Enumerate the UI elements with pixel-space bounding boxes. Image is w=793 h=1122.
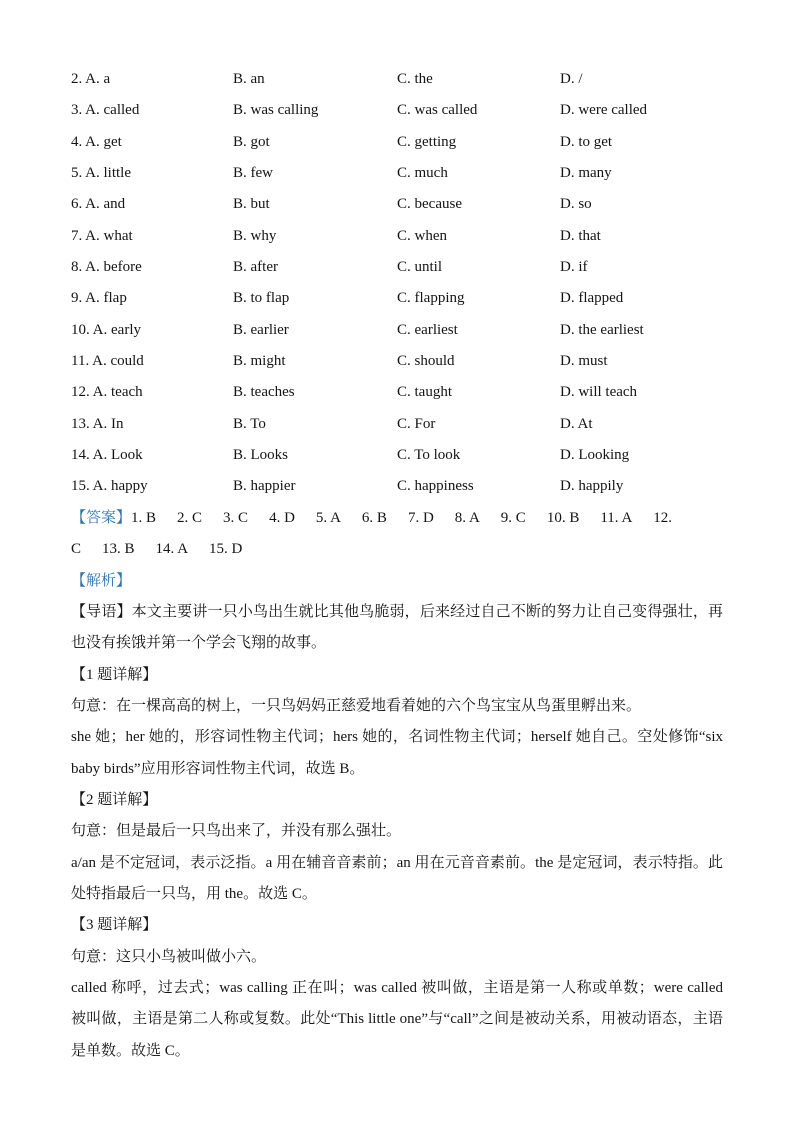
option-cell: D. Looking (560, 447, 630, 464)
option-cell: B. earlier (233, 321, 289, 338)
option-cell: C. was called (397, 102, 478, 119)
analysis-label: 【解析】 (71, 572, 132, 589)
option-cell: C. earliest (397, 321, 458, 338)
answer-item: 6. B (361, 509, 387, 526)
question-row-11 (71, 346, 723, 377)
answer-item: 5. A (315, 509, 341, 526)
option-cell: 6. A. and (71, 196, 126, 213)
option-cell: D. must (560, 353, 608, 370)
option-cell: D. were called (560, 102, 648, 119)
answer-item: 2. C (177, 509, 203, 526)
option-cell: C. happiness (397, 478, 474, 495)
answer-item: 8. A (454, 509, 480, 526)
option-cell: 14. A. Look (71, 447, 143, 464)
detail-1-sentence: 句意：在一棵高高的树上，一只鸟妈妈正慈爱地看着她的六个鸟宝宝从鸟蛋里孵出来。 (71, 697, 642, 714)
option-cell: 8. A. before (71, 259, 142, 276)
option-cell: D. to get (560, 133, 613, 150)
answer-item: 12. (653, 509, 673, 526)
option-cell: C. flapping (397, 290, 465, 307)
option-cell: B. after (233, 259, 278, 276)
option-cell: D. happily (560, 478, 624, 495)
answer-item: 15. D (209, 541, 243, 558)
detail-3-label: 【3 题详解】 (71, 917, 158, 934)
option-cell: 12. A. teach (71, 384, 143, 401)
detail-1-label: 【1 题详解】 (71, 666, 158, 683)
answer-key-line-2 (71, 534, 723, 565)
option-cell: B. an (233, 71, 265, 87)
question-row-13 (71, 409, 723, 440)
option-cell: B. why (233, 227, 277, 244)
option-cell: B. to flap (233, 290, 290, 307)
analysis-heading (71, 566, 723, 597)
answer-item: 9. C (500, 509, 526, 526)
detail-2-explanation: a/an 是不定冠词，表示泛指。a 用在辅音音素前；an 用在元音音素前。the 是定冠词，表示特指。此处特指最后一只鸟，用 the。故选 C。 (71, 854, 723, 902)
detail-3-sentence: 句意：这只小鸟被叫做小六。 (71, 948, 267, 965)
answer-item: 10. B (546, 509, 580, 526)
question-row-9 (71, 283, 723, 314)
question-row-10 (71, 315, 723, 346)
question-row-14 (71, 440, 723, 471)
answer-item: 13. B (102, 541, 135, 558)
option-cell: B. got (233, 133, 270, 150)
option-cell: C. should (397, 353, 455, 370)
answer-item: 3. C (223, 509, 249, 526)
option-cell: D. flapped (560, 290, 624, 307)
answer-item: 11. A (600, 509, 633, 526)
question-row-6 (71, 189, 723, 220)
option-cell: B. was calling (233, 102, 319, 119)
option-cell: 15. A. happy (71, 478, 148, 495)
option-cell: C. because (397, 196, 462, 213)
option-cell: B. might (233, 353, 286, 370)
option-cell: B. Looks (233, 447, 289, 464)
question-row-12 (71, 377, 723, 408)
option-cell: D. will teach (560, 384, 638, 401)
option-cell: C. much (397, 165, 448, 182)
option-cell: D. that (560, 227, 601, 244)
answer-item: 1. B (131, 509, 157, 526)
option-cell: D. if (560, 259, 588, 276)
option-cell: 13. A. In (71, 415, 124, 432)
option-cell: C. when (397, 227, 447, 244)
option-cell: B. but (233, 196, 270, 213)
option-cell: D. many (560, 165, 612, 182)
answer-item: 4. D (269, 509, 295, 526)
option-cell: 10. A. early (71, 321, 141, 338)
option-cell: 4. A. get (71, 133, 122, 150)
option-cell: D. the earliest (560, 321, 644, 338)
option-cell: 3. A. called (71, 102, 140, 119)
option-cell: C. For (397, 415, 436, 432)
intro-paragraph (71, 597, 723, 660)
option-cell: 2. A. a (71, 71, 111, 87)
intro-text: 本文主要讲一只小鸟出生就比其他鸟脆弱，后来经过自己不断的努力让自己变得强壮，再也没有挨饿并第一个学会飞翔的故事。 (71, 603, 723, 652)
detail-2-sentence: 句意：但是最后一只鸟出来了，并没有那么强壮。 (71, 823, 402, 840)
option-cell: D. / (560, 71, 583, 87)
question-row-8 (71, 252, 723, 283)
question-row-5 (71, 158, 723, 189)
answer-item: C (71, 541, 82, 558)
option-cell: C. until (397, 259, 443, 276)
detail-1-explanation: she 她；her 她的，形容词性物主代词；hers 她的，名词性物主代词；herself 她自己。空处修饰“six baby birds”应用形容词性物主代词，故选 B。 (71, 729, 723, 777)
option-cell: 9. A. flap (71, 290, 127, 307)
question-row-4 (71, 127, 723, 158)
question-row-7 (71, 221, 723, 252)
question-row-3 (71, 95, 723, 126)
option-cell: C. taught (397, 384, 452, 401)
answer-item: 7. D (407, 509, 434, 526)
detail-3-explanation: called 称呼，过去式；was calling 正在叫；was called 被叫做，主语是第一人称或单数；were called 被叫做，主语是第二人称或复数。此处“This little one”与“call”之间是被动关系，用被动语态，主语是单数。故选 C。 (71, 979, 723, 1059)
option-cell: 7. A. what (71, 227, 133, 244)
option-cell: D. so (560, 196, 592, 213)
answer-key-line-1 (71, 503, 723, 534)
intro-label: 【导语】 (71, 603, 132, 620)
answer-item: 14. A (155, 541, 189, 558)
detail-2-label: 【2 题详解】 (71, 791, 158, 808)
question-row-2 (71, 64, 723, 95)
options-table (71, 64, 723, 503)
option-cell: 11. A. could (71, 353, 144, 370)
option-cell: B. few (233, 165, 273, 182)
option-cell: C. getting (397, 133, 457, 150)
option-cell: B. happier (233, 478, 296, 495)
option-cell: C. the (397, 71, 433, 87)
answers-label: 【答案】 (71, 509, 132, 526)
option-cell: D. At (560, 415, 593, 432)
option-cell: B. To (233, 415, 266, 432)
question-row-15 (71, 471, 723, 502)
option-cell: 5. A. little (71, 165, 131, 182)
option-cell: C. To look (397, 447, 461, 464)
option-cell: B. teaches (233, 384, 295, 401)
